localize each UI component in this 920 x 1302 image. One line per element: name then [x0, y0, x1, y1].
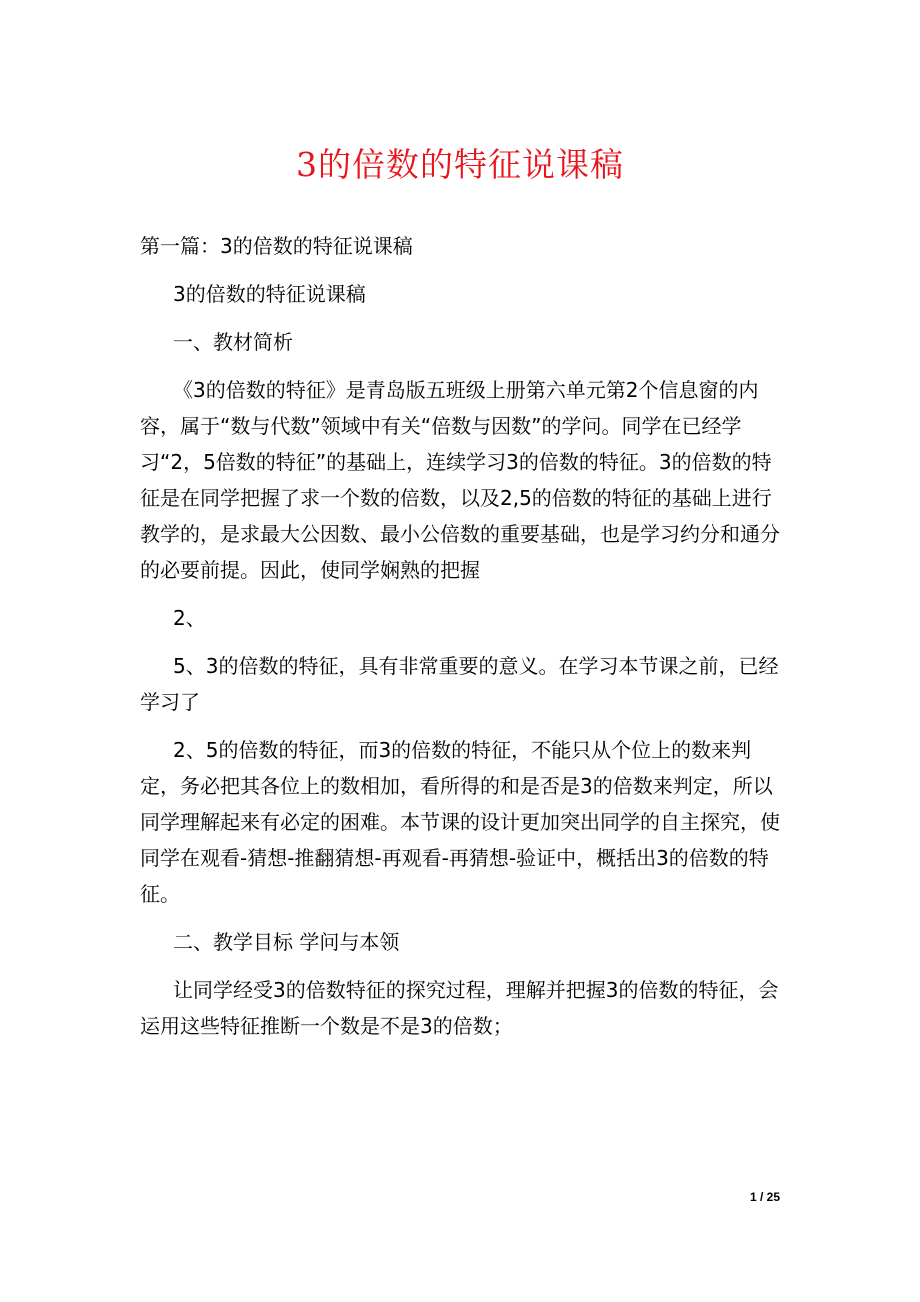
- heading-textbook-analysis: 一、教材简析: [173, 330, 293, 354]
- page-number: 1 / 25: [749, 1190, 780, 1204]
- heading-teaching-goals: 二、教学目标 学问与本领: [173, 930, 400, 954]
- document-body: [140, 228, 780, 1044]
- document-title: 3的倍数的特征说课稿: [296, 145, 624, 184]
- paragraph-importance: 5、3的倍数的特征，具有非常重要的意义。在学习本节课之前，已经学习了: [140, 654, 779, 714]
- subtitle: 3的倍数的特征说课稿: [173, 282, 366, 306]
- paragraph-difficulty: 2、5的倍数的特征，而3的倍数的特征，不能只从个位上的数来判定，务必把其各位上的数相加，看所得的和是否是3的倍数来判定，所以同学理解起来有必定的困难。本节课的设计更加突出同学的自主探究，使同学在观看-猜想-推翻猜想-再观看-再猜想-验证中，概括出3的倍数的特征。: [140, 738, 780, 906]
- paragraph-textbook-analysis: 《3的倍数的特征》是青岛版五班级上册第六单元第2个信息窗的内容，属于“数与代数”领域中有关“倍数与因数”的学问。同学在已经学习“2，5倍数的特征”的基础上，连续学习3的倍数的特征。3的倍数的特征是在同学把握了求一个数的倍数，以及2,5的倍数的特征的基础上进行教学的，是求最大公因数、最小公倍数的重要基础，也是学习约分和通分的必要前提。因此，使同学娴熟的把握: [140, 378, 780, 582]
- paragraph-goal: 让同学经受3的倍数特征的探究过程，理解并把握3的倍数的特征，会运用这些特征推断一个数是不是3的倍数；: [140, 978, 779, 1038]
- paragraph-fragment: 2、: [173, 606, 206, 630]
- section-heading: 第一篇：3的倍数的特征说课稿: [140, 234, 413, 258]
